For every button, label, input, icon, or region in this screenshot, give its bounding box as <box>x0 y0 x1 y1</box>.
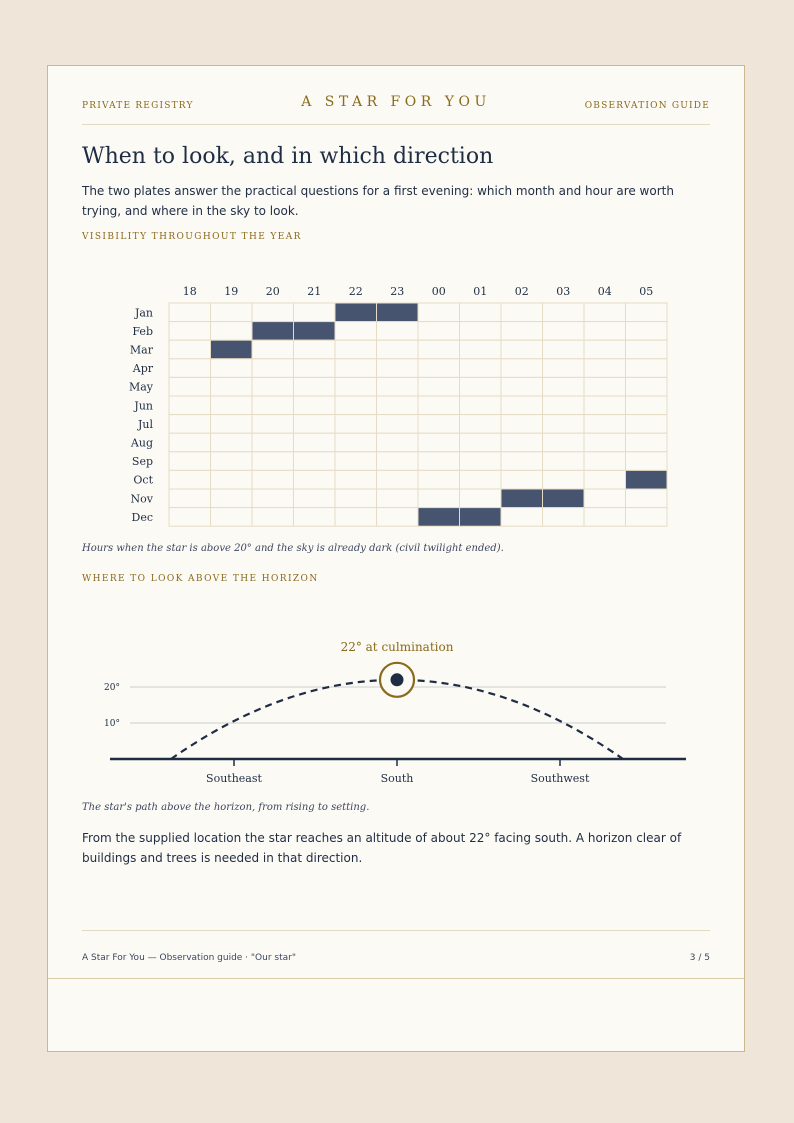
grid-cell <box>377 489 419 508</box>
grid-cell <box>584 303 626 322</box>
grid-cell <box>211 452 253 471</box>
grid-cell <box>211 359 253 378</box>
horizon-section-label: WHERE TO LOOK ABOVE THE HORIZON <box>82 574 319 584</box>
grid-cell <box>294 433 336 452</box>
grid-cell <box>211 508 253 527</box>
grid-cell <box>211 415 253 434</box>
grid-cell <box>211 433 253 452</box>
grid-cell <box>501 508 543 527</box>
month-label: Apr <box>132 362 153 376</box>
grid-cell <box>460 359 502 378</box>
header-left: PRIVATE REGISTRY <box>82 101 194 111</box>
grid-cell <box>211 303 253 322</box>
grid-cell <box>626 489 668 508</box>
grid-cell <box>460 452 502 471</box>
visible-cell <box>501 489 543 508</box>
grid-cell <box>501 303 543 322</box>
grid-cell <box>377 433 419 452</box>
altitude-tick-label: 20° <box>104 683 120 693</box>
hour-label: 18 <box>182 285 197 298</box>
grid-cell <box>169 433 211 452</box>
direction-label: Southwest <box>530 772 590 785</box>
grid-cell <box>418 340 460 359</box>
grid-cell <box>584 359 626 378</box>
grid-cell <box>294 359 336 378</box>
grid-cell <box>335 322 377 341</box>
horizon-diagram <box>48 626 746 796</box>
grid-cell <box>169 396 211 415</box>
grid-cell <box>377 322 419 341</box>
grid-cell <box>211 322 253 341</box>
month-label: Jul <box>137 417 153 431</box>
grid-cell <box>335 489 377 508</box>
grid-cell <box>460 415 502 434</box>
visible-cell <box>335 303 377 322</box>
hour-label: 04 <box>597 285 612 298</box>
grid-cell <box>211 396 253 415</box>
page-header <box>82 96 710 125</box>
hour-label: 19 <box>224 285 239 298</box>
grid-cell <box>418 415 460 434</box>
grid-cell <box>294 415 336 434</box>
grid-cell <box>626 322 668 341</box>
grid-cell <box>252 489 294 508</box>
grid-cell <box>543 340 585 359</box>
grid-cell <box>169 340 211 359</box>
month-label: Mar <box>129 343 153 357</box>
month-label: Aug <box>130 436 153 450</box>
grid-cell <box>377 470 419 489</box>
grid-cell <box>418 377 460 396</box>
grid-cell <box>418 359 460 378</box>
grid-cell <box>252 470 294 489</box>
grid-cell <box>252 377 294 396</box>
header-right: OBSERVATION GUIDE <box>584 101 710 111</box>
grid-cell <box>377 396 419 415</box>
grid-cell <box>335 377 377 396</box>
visible-cell <box>294 322 336 341</box>
grid-cell <box>252 396 294 415</box>
month-label: Sep <box>131 455 153 469</box>
outro-paragraph: From the supplied location the star reaches an altitude of about 22° facing south. A horizon clear of buildings and trees is needed in that direction. <box>82 831 682 865</box>
grid-cell <box>584 396 626 415</box>
page-number: 3 / 5 <box>689 953 710 963</box>
grid-cell <box>294 377 336 396</box>
grid-cell <box>584 340 626 359</box>
hour-label: 20 <box>265 285 280 298</box>
month-label: Jan <box>134 306 153 320</box>
grid-cell <box>252 508 294 527</box>
grid-cell <box>543 508 585 527</box>
hour-label: 02 <box>514 285 529 298</box>
hour-label: 22 <box>348 285 363 298</box>
grid-cell <box>626 452 668 471</box>
grid-cell <box>377 359 419 378</box>
visible-cell <box>418 508 460 527</box>
grid-cell <box>418 452 460 471</box>
grid-cell <box>543 322 585 341</box>
grid-cell <box>501 359 543 378</box>
grid-cell <box>169 508 211 527</box>
grid-cell <box>626 359 668 378</box>
grid-cell <box>335 359 377 378</box>
grid-cell <box>335 508 377 527</box>
grid-cell <box>460 489 502 508</box>
hour-label: 23 <box>390 285 405 298</box>
grid-cell <box>584 508 626 527</box>
culmination-label: 22° at culmination <box>340 639 454 654</box>
grid-cell <box>294 340 336 359</box>
grid-cell <box>460 303 502 322</box>
bottom-rule <box>48 978 744 979</box>
grid-cell <box>294 489 336 508</box>
grid-cell <box>418 470 460 489</box>
grid-cell <box>377 508 419 527</box>
grid-cell <box>584 452 626 471</box>
hour-label: 01 <box>473 285 488 298</box>
grid-cell <box>335 396 377 415</box>
grid-cell <box>460 470 502 489</box>
grid-cell <box>294 470 336 489</box>
grid-cell <box>252 359 294 378</box>
visibility-grid <box>48 266 746 536</box>
direction-label: Southeast <box>206 772 262 785</box>
document-page <box>47 65 745 1052</box>
horizon-caption: The star's path above the horizon, from rising to setting. <box>82 802 370 813</box>
grid-cell <box>169 322 211 341</box>
grid-cell <box>211 470 253 489</box>
grid-cell <box>377 377 419 396</box>
grid-cell <box>211 377 253 396</box>
grid-cell <box>626 415 668 434</box>
grid-cell <box>543 377 585 396</box>
grid-cell <box>335 433 377 452</box>
grid-cell <box>460 322 502 341</box>
visibility-caption: Hours when the star is above 20° and the sky is already dark (civil twilight ended). <box>82 543 504 554</box>
month-label: May <box>128 380 153 394</box>
grid-cell <box>501 340 543 359</box>
month-label: Feb <box>132 324 153 338</box>
grid-cell <box>169 377 211 396</box>
grid-cell <box>418 322 460 341</box>
grid-cell <box>418 489 460 508</box>
hour-label: 21 <box>307 285 322 298</box>
visible-cell <box>543 489 585 508</box>
grid-cell <box>460 396 502 415</box>
direction-label: South <box>380 772 414 785</box>
grid-cell <box>211 489 253 508</box>
month-label: Jun <box>134 399 153 413</box>
grid-cell <box>543 396 585 415</box>
grid-cell <box>252 415 294 434</box>
grid-cell <box>294 396 336 415</box>
header-brand: A STAR FOR YOU <box>301 94 491 110</box>
grid-cell <box>626 433 668 452</box>
grid-cell <box>335 415 377 434</box>
grid-cell <box>169 452 211 471</box>
grid-cell <box>543 452 585 471</box>
grid-cell <box>543 303 585 322</box>
grid-cell <box>252 303 294 322</box>
grid-cell <box>377 340 419 359</box>
visibility-section-label: VISIBILITY THROUGHOUT THE YEAR <box>82 232 302 242</box>
star-marker <box>391 673 404 686</box>
grid-cell <box>626 396 668 415</box>
grid-cell <box>377 415 419 434</box>
hour-label: 00 <box>431 285 446 298</box>
visible-cell <box>460 508 502 527</box>
month-label: Oct <box>133 473 153 487</box>
grid-cell <box>252 452 294 471</box>
grid-cell <box>501 396 543 415</box>
grid-cell <box>169 415 211 434</box>
grid-cell <box>626 508 668 527</box>
grid-cell <box>626 340 668 359</box>
grid-cell <box>584 322 626 341</box>
visible-cell <box>377 303 419 322</box>
visible-cell <box>252 322 294 341</box>
grid-cell <box>418 433 460 452</box>
grid-cell <box>501 415 543 434</box>
month-label: Nov <box>130 492 153 506</box>
grid-cell <box>169 303 211 322</box>
month-label: Dec <box>131 510 153 524</box>
grid-cell <box>501 433 543 452</box>
grid-cell <box>501 470 543 489</box>
grid-cell <box>543 359 585 378</box>
grid-cell <box>543 470 585 489</box>
grid-cell <box>584 470 626 489</box>
grid-cell <box>169 489 211 508</box>
grid-cell <box>252 433 294 452</box>
grid-cell <box>460 377 502 396</box>
grid-cell <box>460 433 502 452</box>
page-title: When to look, and in which direction <box>82 144 494 169</box>
grid-cell <box>501 377 543 396</box>
grid-cell <box>584 433 626 452</box>
hour-label: 03 <box>556 285 571 298</box>
footer-left: A Star For You — Observation guide · "Our star" <box>82 953 296 963</box>
grid-cell <box>169 470 211 489</box>
grid-cell <box>335 470 377 489</box>
visible-cell <box>211 340 253 359</box>
grid-cell <box>626 377 668 396</box>
grid-cell <box>294 303 336 322</box>
grid-cell <box>418 396 460 415</box>
hour-label: 05 <box>639 285 654 298</box>
grid-cell <box>169 359 211 378</box>
grid-cell <box>543 433 585 452</box>
grid-cell <box>626 303 668 322</box>
grid-cell <box>584 377 626 396</box>
grid-cell <box>460 340 502 359</box>
grid-cell <box>335 452 377 471</box>
grid-cell <box>294 452 336 471</box>
grid-cell <box>377 452 419 471</box>
grid-cell <box>501 452 543 471</box>
grid-cell <box>501 322 543 341</box>
grid-cell <box>335 340 377 359</box>
grid-cell <box>418 303 460 322</box>
grid-cell <box>252 340 294 359</box>
page-footer <box>82 930 710 961</box>
grid-cell <box>584 489 626 508</box>
intro-paragraph: The two plates answer the practical questions for a first evening: which month and hour are worth trying, and where in the sky to look. <box>82 184 674 218</box>
grid-cell <box>543 415 585 434</box>
grid-cell <box>584 415 626 434</box>
altitude-tick-label: 10° <box>104 719 120 729</box>
grid-cell <box>294 508 336 527</box>
visible-cell <box>626 470 668 489</box>
